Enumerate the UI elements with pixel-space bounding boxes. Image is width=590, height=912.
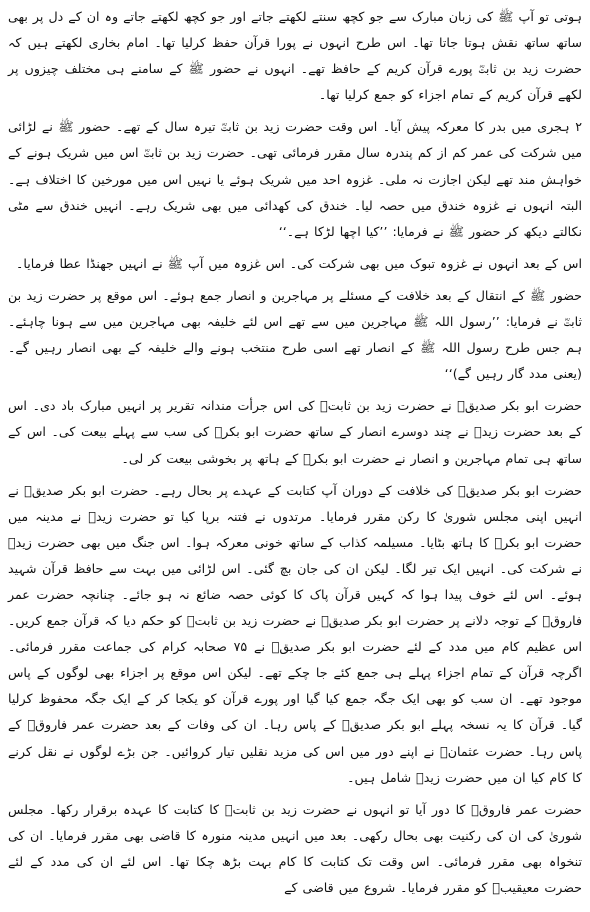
paragraph-umar-era: حضرت عمر فاروقؓ کا دور آیا تو انہوں نے حضرت زید بن ثابتؓ کا کتابت کا عہدہ برقرار رکھا۔ مجلس شوریٰ کی ان کی رکنیت بھی بحال رکھی۔ بعد میں انہیں مدینہ منورہ کا قاضی بھی مقرر فرمایا۔ ان کی تنخواہ بھی مقرر فرمائی۔ اس وقت تک کتابت کا کام بہت بڑھ چکا تھا۔ اس لئے ان کی مدد کے لئے حضرت معیقیبؓ کو مقرر فرمایا۔ شروع میں قاضی کے <box>8 801 582 895</box>
paragraph-caliphate-speech: حضور ﷺ کے انتقال کے بعد خلافت کے مسئلے پر مہاجرین و انصار جمع ہوئے۔ اس موقع پر حضرت زید بن ثابتؓ نے فرمایا: ’’رسول اللہ ﷺ مہاجرین میں سے تھے اس لئے خلیفہ بھی مہاجرین میں سے ہونا چاہئے۔ ہم جس طرح رسول اللہ ﷺ کے انصار تھے اسی طرح منتخب ہونے والے خلیفہ کے بھی انصار رہیں گے۔ (یعنی مدد گار رہیں گے)‘‘ <box>8 287 582 382</box>
paragraph-bayah: حضرت ابو بکر صدیقؓ نے حضرت زید بن ثابتؓ کی اس جرأت مندانہ تقریر پر انہیں مبارک باد دی۔ اس کے بعد حضرت زیدؓ نے چند دوسرے انصار کے ساتھ حضرت ابو بکرؓ کی سب سے پہلے بیعت کی۔ اس کے ساتھ ہی تمام مہاجرین و انصار نے حضرت ابو بکرؓ کے ہاتھ پر بخوشی بیعت کر لی۔ <box>8 398 582 466</box>
paragraph-battles-badr-khandaq: ۲ ہجری میں بدر کا معرکہ پیش آیا۔ اس وقت حضرت زید بن ثابتؓ تیرہ سال کے تھے۔ حضور ﷺ نے لڑائی میں شرکت کی عمر کم از کم پندرہ سال مقرر فرمائی تھی۔ حضرت زید بن ثابتؓ اس میں شریک ہونے کے خواہش مند تھے لیکن اجازت نہ ملی۔ غزوہ احد میں شریک ہوئے یا نہیں اس میں مورخین کا اختلاف ہے۔ البتہ انہوں نے غزوہ خندق میں حصہ لیا۔ خندق کی کھدائی میں بھی شریک رہے۔ انہیں خندق سے مٹی نکالتے دیکھ کر حضور ﷺ نے فرمایا: ’’کیا اچھا لڑکا ہے۔‘‘ <box>8 119 582 239</box>
paragraph-tabuk: اس کے بعد انہوں نے غزوہ تبوک میں بھی شرکت کی۔ اس غزوہ میں آپ ﷺ نے انہیں جھنڈا عطا فرمایا۔ <box>16 255 582 271</box>
paragraph-quran-memorization: ہوتی تو آپ ﷺ کی زبان مبارک سے جو کچھ سنتے لکھتے جاتے اور جو کچھ لکھتے جاتے وہ ان کے دل پر بھی ساتھ ساتھ نقش ہوتا جاتا تھا۔ اس طرح انہوں نے پورا قرآن حفظ کرلیا تھا۔ امام بخاری لکھتے ہیں کہ حضرت زید بن ثابتؓ پورے قرآن کریم کے حافظ تھے۔ انہوں نے حضور ﷺ کے سامنے ہی مختلف چیزوں پر لکھے قرآن کریم کے تمام اجزاء کو جمع کرلیا تھا۔ <box>8 9 582 103</box>
paragraph-abu-bakr-era: حضرت ابو بکر صدیقؓ کی خلافت کے دوران آپ کتابت کے عہدے پر بحال رہے۔ حضرت ابو بکر صدیقؓ نے انہیں اپنی مجلس شوریٰ کا رکن مقرر فرمایا۔ مرتدوں نے فتنہ برپا کیا تو حضرت زیدؓ نے مدینہ میں حضرت ابو بکرؓ کا ہاتھ بٹایا۔ مسیلمہ کذاب کے ساتھ خونی معرکہ ہوا۔ اس جنگ میں بھی حضرت زیدؓ نے شرکت کی۔ انہیں ایک تیر لگا۔ لیکن ان کی جان بچ گئی۔ اس لڑائی میں بہت سے حافظ قرآن شہید ہوئے۔ اس لئے خوف پیدا ہوا کہ کہیں قرآن پاک کا کوئی حصہ ضائع نہ ہو جائے۔ چنانچہ حضرت عمر فاروقؓ کے توجہ دلانے پر حضرت ابو بکر صدیقؓ نے حضرت زید بن ثابتؓ کو حکم دیا کہ قرآن جمع کریں۔ اس عظیم کام میں مدد کے لئے حضرت ابو بکر صدیقؓ نے ۷۵ صحابہ کرام کی جماعت مقرر فرمائی۔ اگرچہ قرآن کے تمام اجزاء پہلے ہی جمع کئے جا چکے تھے۔ لیکن اس موقع پر اجزاء بھی لوگوں کے پاس موجود تھے۔ ان سب کو بھی ایک جگہ جمع کیا گیا اور پورے قرآن کو یکجا کر کے ایک جگہ محفوظ کرلیا گیا۔ قرآن کا یہ نسخہ پہلے ابو بکر صدیقؓ کے پاس رہا۔ ان کی وفات کے بعد حضرت عمر فاروقؓ کے پاس رہا۔ حضرت عثمانؓ نے اپنے دور میں اس کی مزید نقلیں تیار کروائیں۔ جن بڑے لوگوں نے نقل کرنے کا کام کیا ان میں حضرت زیدؓ شامل ہیں۔ <box>8 482 582 785</box>
